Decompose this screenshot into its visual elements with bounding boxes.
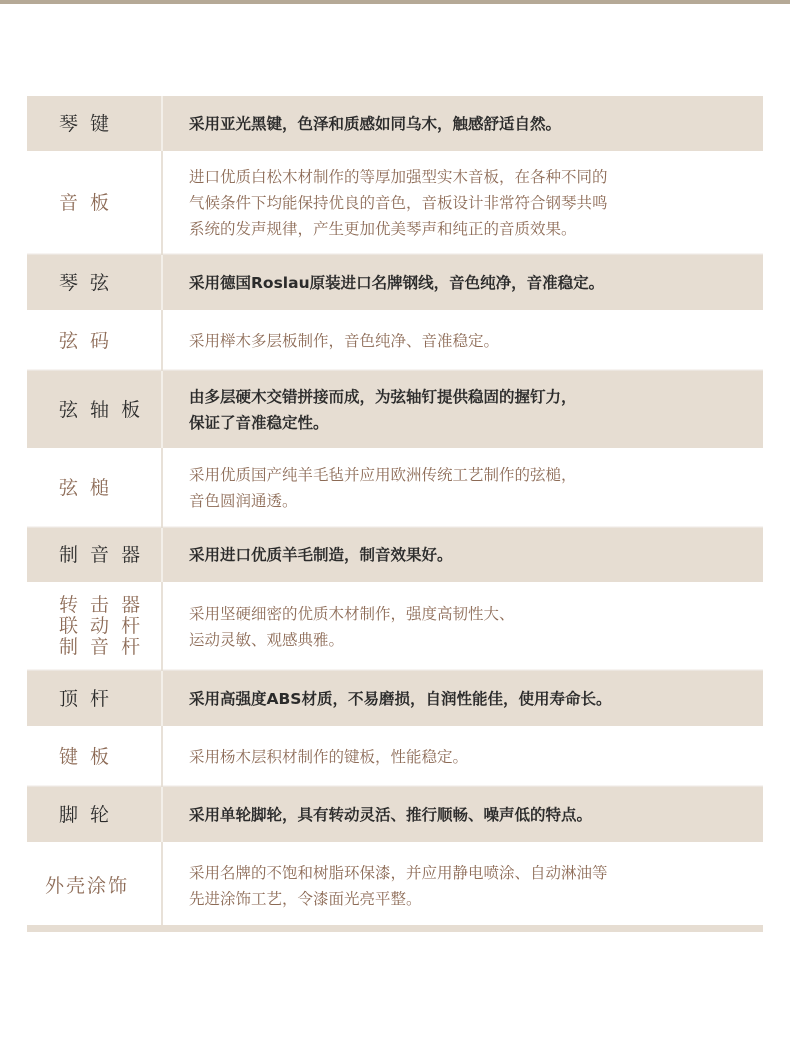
spec-description-line: 由多层硬木交错拼接而成，为弦轴钉提供稳固的握钉力， — [189, 387, 577, 406]
spec-description-line: 采用德国Roslau原装进口名牌钢线，音色纯净，音准稳定。 — [189, 273, 605, 292]
spec-label — [27, 113, 161, 135]
column-divider — [161, 255, 163, 310]
spec-label-line: 制 音 器 — [59, 544, 144, 566]
spec-label — [27, 544, 161, 566]
spec-row-keys — [27, 96, 763, 151]
spec-description — [161, 462, 763, 514]
spec-description — [161, 802, 763, 828]
column-divider — [161, 96, 163, 151]
spec-description — [161, 601, 763, 653]
spec-row-bridge — [27, 310, 763, 371]
spec-label — [27, 399, 161, 421]
column-divider — [161, 787, 163, 842]
column-divider — [161, 151, 163, 255]
spec-description-line: 采用杨木层积材制作的键板，性能稳定。 — [189, 747, 469, 766]
bottom-rule — [27, 925, 763, 932]
column-divider — [161, 310, 163, 371]
spec-description-line: 采用名牌的不饱和树脂环保漆，并应用静电喷涂、自动淋油等 — [189, 863, 608, 882]
spec-description-line: 气候条件下均能保持优良的音色，音板设计非常符合钢琴共鸣 — [189, 194, 608, 212]
spec-description-line: 音色圆润通透。 — [189, 492, 298, 510]
spec-row-casters — [27, 787, 763, 842]
spec-label-line: 制 音 杆 — [59, 636, 144, 658]
spec-description — [161, 384, 763, 436]
spec-label — [27, 330, 161, 352]
spec-row-hammers — [27, 448, 763, 528]
top-rule — [0, 0, 790, 4]
column-divider — [161, 371, 163, 448]
spec-description-line: 采用亚光黑键，色泽和质感如同乌木，触感舒适自然。 — [189, 114, 562, 133]
spec-label-line: 外壳涂饰 — [45, 874, 130, 897]
spec-label-line: 弦 轴 板 — [59, 398, 144, 421]
spec-description — [161, 111, 763, 137]
spec-row-soundboard — [27, 151, 763, 255]
column-divider — [161, 726, 163, 787]
spec-description-line: 采用单轮脚轮，具有转动灵活、推行顺畅、噪声低的特点。 — [189, 805, 593, 824]
spec-description-line: 运动灵敏、观感典雅。 — [189, 630, 345, 649]
spec-label-line: 弦 槌 — [59, 477, 113, 499]
spec-label-line: 琴 弦 — [59, 271, 113, 294]
column-divider — [161, 528, 163, 582]
column-divider — [161, 842, 163, 929]
spec-label — [27, 272, 161, 294]
spec-label — [27, 477, 161, 499]
column-divider — [161, 582, 163, 671]
spec-description-line: 先进涂饰工艺，令漆面光亮平整。 — [189, 889, 422, 908]
spec-description-line: 采用高强度ABS材质，不易磨损，自润性能佳，使用寿命长。 — [189, 689, 612, 708]
spec-description — [161, 328, 763, 354]
spec-row-dampers — [27, 528, 763, 582]
spec-label-line: 脚 轮 — [59, 803, 113, 826]
spec-label — [27, 192, 161, 214]
spec-description-line: 采用优质国产纯羊毛毡并应用欧洲传统工艺制作的弦槌， — [189, 466, 577, 484]
spec-label — [27, 804, 161, 826]
spec-description-line: 采用榉木多层板制作，音色纯净、音准稳定。 — [189, 331, 500, 350]
spec-description-line: 保证了音准稳定性。 — [189, 413, 329, 432]
spec-label — [27, 595, 161, 658]
spec-description-line: 系统的发声规律，产生更加优美琴声和纯正的音质效果。 — [189, 220, 577, 238]
spec-description-line: 采用坚硬细密的优质木材制作，强度高韧性大、 — [189, 604, 515, 623]
spec-label-line: 音 板 — [59, 192, 113, 214]
spec-description — [161, 270, 763, 296]
spec-label — [27, 746, 161, 768]
spec-row-capstan — [27, 671, 763, 726]
spec-label-line: 顶 杆 — [59, 687, 113, 710]
spec-description — [161, 686, 763, 712]
spec-row-keybed — [27, 726, 763, 787]
column-divider — [161, 448, 163, 528]
spec-row-pinblock — [27, 371, 763, 448]
spec-description — [161, 744, 763, 770]
spec-label-line: 联 动 杆 — [59, 615, 144, 637]
column-divider — [161, 671, 163, 726]
spec-label — [27, 688, 161, 710]
spec-description — [161, 542, 763, 568]
spec-row-action-parts — [27, 582, 763, 671]
spec-label — [27, 875, 161, 897]
spec-row-finish — [27, 842, 763, 929]
spec-label-line: 键 板 — [59, 745, 113, 768]
spec-row-strings — [27, 255, 763, 310]
spec-description — [161, 164, 763, 242]
spec-label-line: 琴 键 — [59, 112, 113, 135]
spec-description-line: 采用进口优质羊毛制造，制音效果好。 — [189, 546, 453, 564]
spec-table — [27, 96, 763, 929]
spec-description — [161, 860, 763, 912]
spec-label-line: 转 击 器 — [59, 594, 144, 616]
spec-description-line: 进口优质白松木材制作的等厚加强型实木音板，在各种不同的 — [189, 168, 608, 186]
spec-label-line: 弦 码 — [59, 329, 113, 352]
